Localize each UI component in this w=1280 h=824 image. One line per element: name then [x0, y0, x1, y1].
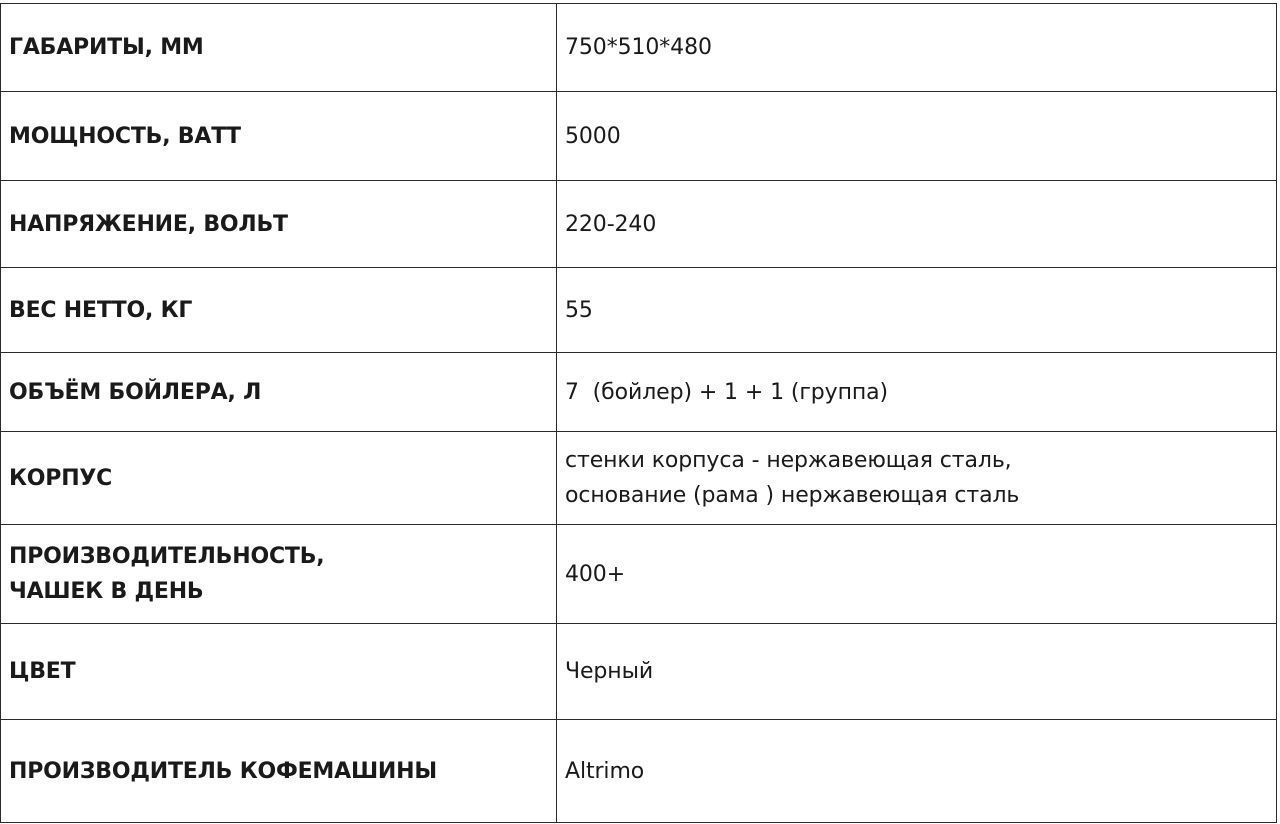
- table-row-voltage: [1, 181, 1277, 268]
- table-row-capacity: [1, 525, 1277, 624]
- spec-label: [1, 525, 557, 624]
- spec-label: ВЕС НЕТТО, КГ: [1, 268, 557, 353]
- spec-value-line: основание (рама ) нержавеющая сталь: [565, 483, 1020, 508]
- spec-label: ОБЪЁМ БОЙЛЕРА, Л: [1, 353, 557, 432]
- table-row-dimensions: [1, 4, 1277, 92]
- table-row-power: [1, 92, 1277, 181]
- spec-value: 55: [557, 268, 1277, 353]
- spec-value: Черный: [557, 624, 1277, 720]
- spec-label-line: ПРОИЗВОДИТЕЛЬНОСТЬ,: [9, 544, 325, 569]
- spec-label: ПРОИЗВОДИТЕЛЬ КОФЕМАШИНЫ: [1, 720, 557, 823]
- table-row-net-weight: [1, 268, 1277, 353]
- spec-value-line: стенки корпуса - нержавеющая сталь,: [565, 448, 1012, 473]
- spec-value: 400+: [557, 525, 1277, 624]
- table-row-body: [1, 432, 1277, 525]
- spec-value: 5000: [557, 92, 1277, 181]
- spec-label: МОЩНОСТЬ, ВАТТ: [1, 92, 557, 181]
- spec-label: ГАБАРИТЫ, ММ: [1, 4, 557, 92]
- spec-value: 7 (бойлер) + 1 + 1 (группа): [557, 353, 1277, 432]
- spec-label-line: ЧАШЕК В ДЕНЬ: [9, 579, 204, 604]
- table-row-boiler-volume: [1, 353, 1277, 432]
- table-row-color: [1, 624, 1277, 720]
- spec-value: [557, 432, 1277, 525]
- spec-value: 220-240: [557, 181, 1277, 268]
- spec-label: НАПРЯЖЕНИЕ, ВОЛЬТ: [1, 181, 557, 268]
- spec-label: КОРПУС: [1, 432, 557, 525]
- specifications-table: [0, 3, 1277, 823]
- spec-value: Altrimo: [557, 720, 1277, 823]
- table-row-manufacturer: [1, 720, 1277, 823]
- spec-label: ЦВЕТ: [1, 624, 557, 720]
- spec-value: 750*510*480: [557, 4, 1277, 92]
